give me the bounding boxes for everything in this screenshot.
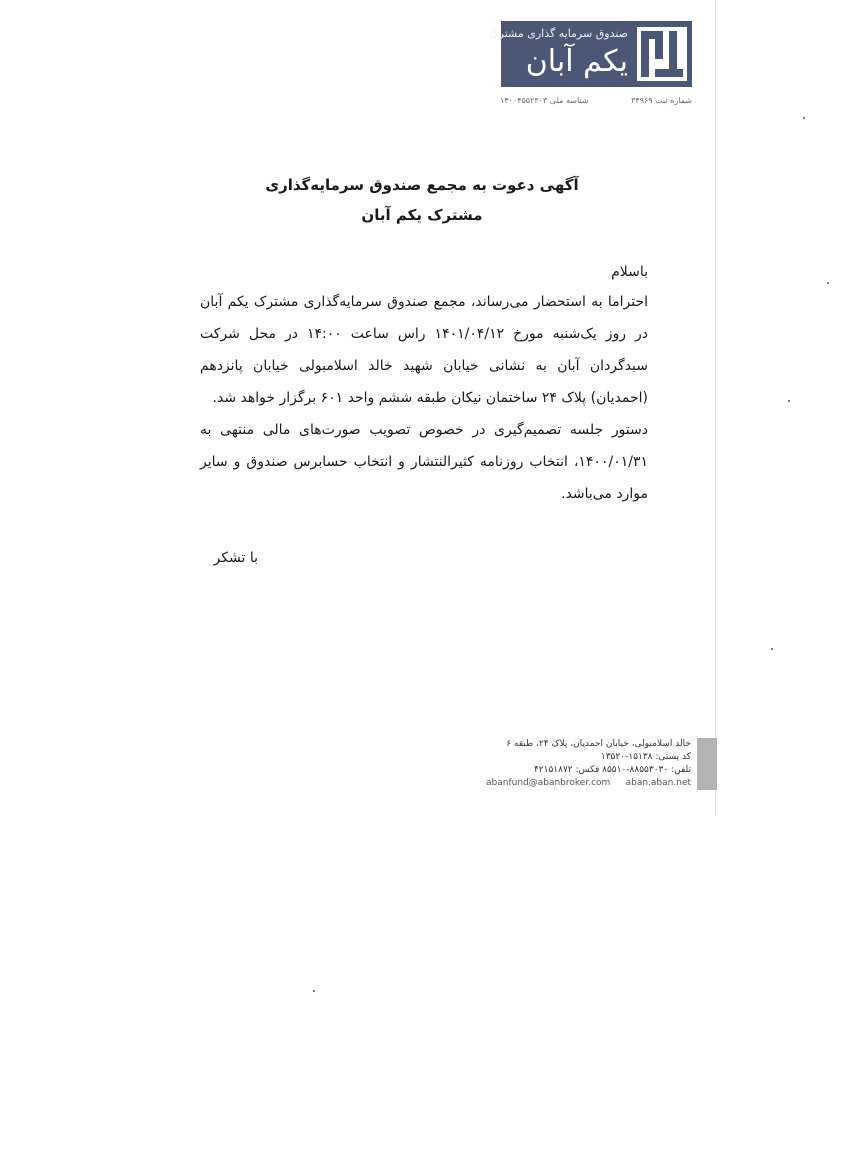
logo-mark-icon <box>637 27 687 81</box>
footer-accent-bar <box>697 738 717 790</box>
footer-contact <box>486 738 691 777</box>
footer-address: خالد اسلامبولی، خیابان احمدیان، پلاک ۲۴، طبقه ۶ <box>506 739 691 749</box>
notice-body <box>200 286 648 510</box>
page-edge-line <box>715 0 716 815</box>
registration-info <box>500 96 692 105</box>
fund-logo <box>488 21 692 87</box>
logo-subtitle: صندوق سرمایه گذاری مشترک <box>488 27 628 40</box>
footer-website[interactable]: aban.aban.net <box>625 778 691 788</box>
notice-title <box>200 170 644 230</box>
scan-speck <box>313 990 315 992</box>
scan-speck <box>771 648 773 650</box>
greeting: باسلام <box>611 264 648 280</box>
registration-number: شماره ثبت ۳۴۹۶۹ <box>631 96 692 105</box>
scan-speck <box>827 282 829 284</box>
national-id: شناسه ملی ۱۴۰۰۴۵۵۲۳۰۳ <box>500 96 589 105</box>
closing: با تشکر <box>213 550 258 566</box>
footer-email[interactable]: abanfund@abanbroker.com <box>486 778 611 788</box>
scan-speck <box>788 400 790 402</box>
logo-title: یکم آبان <box>525 44 628 79</box>
notice-paragraph-2: دستور جلسه تصمیم‌گیری در خصوص تصویب صورت‌های مالی منتهی به ۱۴۰۰/۰۱/۳۱، انتخاب روزنامه کثیرالنتشار و انتخاب حسابرس صندوق و سایر موارد می‌باشد. <box>200 422 648 502</box>
footer-phone-fax: تلفن: ۸۸۵۵۳۰۳۰-۸۵۵۱۰ فکس: ۴۲۱۵۱۸۷۲ <box>533 765 691 775</box>
notice-title-line1: آگهی دعوت به مجمع صندوق سرمایه‌گذاری <box>265 176 579 194</box>
scan-speck <box>803 117 805 119</box>
footer-postal-code: کد پستی: ۱۵۱۳۸-۱۳۵۲۰ <box>600 752 691 762</box>
notice-paragraph-1: احتراما به استحضار می‌رساند، مجمع صندوق سرمایه‌گذاری مشترک یکم آبان در روز یک‌شنبه مورخ ۱۴۰۱/۰۴/۱۲ راس ساعت ۱۴:۰۰ در محل شرکت سبدگردان آبان به نشانی خیابان شهید خالد اسلامبولی خیابان پانزدهم (احمدیان) پلاک ۲۴ ساختمان نیکان طبقه ششم واحد ۶۰۱ برگزار خواهد شد. <box>200 294 648 406</box>
notice-title-line2: مشترک یکم آبان <box>361 206 483 224</box>
footer-web <box>486 778 691 788</box>
